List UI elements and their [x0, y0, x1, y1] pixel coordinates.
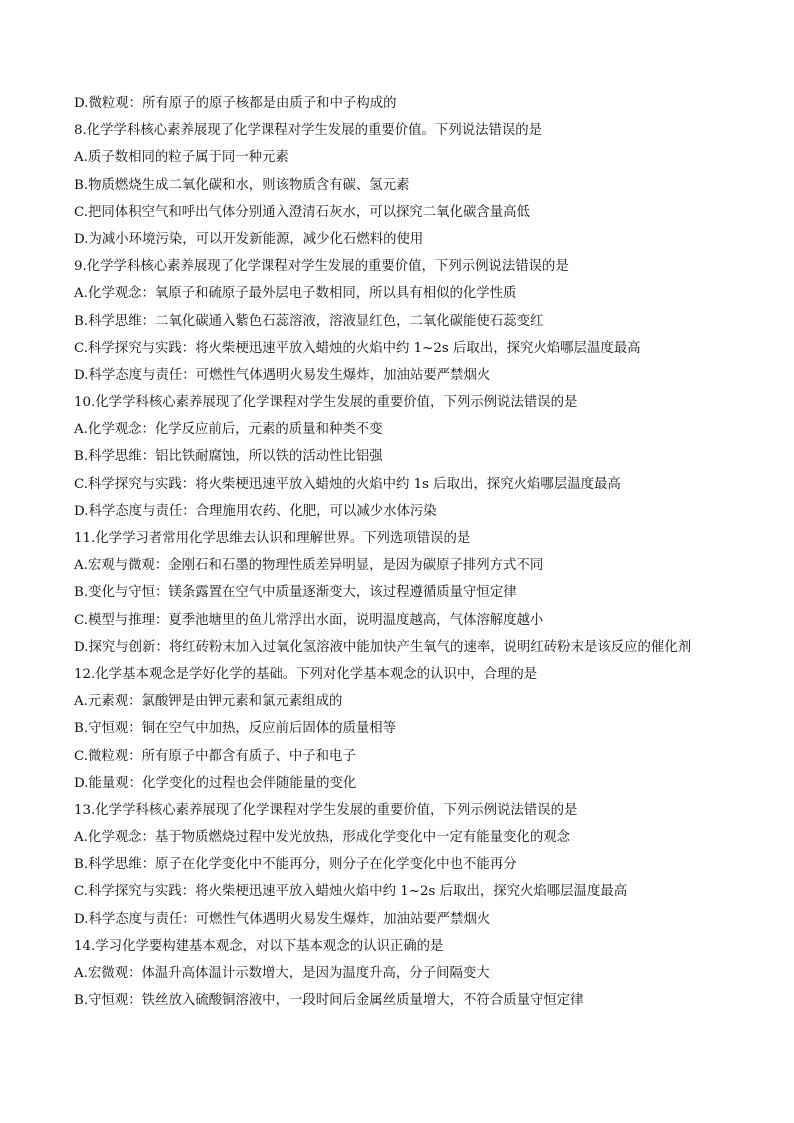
- option-line: D.微粒观：所有原子的原子核都是由质子和中子构成的: [74, 96, 397, 111]
- question-stem: 9.化学学科核心素养展现了化学课程对学生发展的重要价值，下列示例说法错误的是: [74, 259, 569, 275]
- option-line: C.科学探究与实践：将火柴梗迅速平放入蜡烛的火焰中约 1~2s 后取出，探究火焰哪层温度最高: [74, 340, 641, 356]
- option-line: D.探究与创新：将红砖粉末加入过氧化氢溶液中能加快产生氧气的速率，说明红砖粉末是该反应的催化剂: [74, 639, 692, 655]
- option-line: C.科学探究与实践：将火柴梗迅速平放入蜡烛的火焰中约 1s 后取出，探究火焰哪层温度最高: [74, 476, 621, 492]
- option-line: C.把同体积空气和呼出气体分别通入澄清石灰水，可以探究二氧化碳含量高低: [74, 204, 530, 220]
- option-line: B.科学思维：原子在化学变化中不能再分，则分子在化学变化中也不能再分: [74, 857, 517, 873]
- option-line: D.为减小环境污染，可以开发新能源，减少化石燃料的使用: [74, 231, 424, 247]
- option-line: D.能量观：化学变化的过程也会伴随能量的变化: [74, 775, 357, 791]
- option-line: C.微粒观：所有原子中都含有质子、中子和电子: [74, 748, 356, 764]
- question-stem: 12.化学基本观念是学好化学的基础。下列对化学基本观念的认识中，合理的是: [74, 666, 538, 682]
- option-line: D.科学态度与责任：可燃性气体遇明火易发生爆炸，加油站要严禁烟火: [74, 367, 491, 383]
- option-line: B.变化与守恒：镁条露置在空气中质量逐渐变大，该过程遵循质量守恒定律: [74, 585, 517, 601]
- option-line: B.科学思维：铝比铁耐腐蚀，所以铁的活动性比铝强: [74, 449, 383, 465]
- question-stem: 10.化学学科核心素养展现了化学课程对学生发展的重要价值，下列示例说法错误的是: [74, 395, 578, 411]
- question-stem: 8.化学学科核心素养展现了化学课程对学生发展的重要价值。下列说法错误的是: [74, 123, 543, 139]
- option-line: B.物质燃烧生成二氧化碳和水，则该物质含有碳、氢元素: [74, 177, 410, 193]
- document-body: [74, 90, 754, 1014]
- option-line: A.元素观：氯酸钾是由钾元素和氯元素组成的: [74, 694, 343, 710]
- option-line: A.质子数相同的粒子属于同一种元素: [74, 150, 289, 166]
- option-line: C.模型与推理：夏季池塘里的鱼儿常浮出水面，说明温度越高，气体溶解度越小: [74, 612, 544, 628]
- option-line: B.科学思维：二氧化碳通入紫色石蕊溶液，溶液显红色，二氧化碳能使石蕊变红: [74, 313, 544, 329]
- option-line: C.科学探究与实践：将火柴梗迅速平放入蜡烛火焰中约 1~2s 后取出，探究火焰哪层温度最高: [74, 884, 628, 900]
- option-line: A.化学观念：化学反应前后，元素的质量和种类不变: [74, 422, 383, 438]
- question-stem: 11.化学学习者常用化学思维去认识和理解世界。下列选项错误的是: [74, 531, 471, 546]
- option-line: B.守恒观：铜在空气中加热，反应前后固体的质量相等: [74, 721, 397, 737]
- option-line: B.守恒观：铁丝放入硫酸铜溶液中，一段时间后金属丝质量增大，不符合质量守恒定律: [74, 993, 584, 1009]
- option-line: D.科学态度与责任：合理施用农药、化肥，可以减少水体污染: [74, 503, 437, 519]
- option-line: A.化学观念：基于物质燃烧过程中发光放热，形成化学变化中一定有能量变化的观念: [74, 830, 570, 846]
- option-line: A.宏观与微观：金刚石和石墨的物理性质差异明显，是因为碳原子排列方式不同: [74, 558, 544, 574]
- question-stem: 13.化学学科核心素养展现了化学课程对学生发展的重要价值，下列示例说法错误的是: [74, 802, 578, 818]
- question-stem: 14.学习化学要构建基本观念，对以下基本观念的认识正确的是: [74, 938, 444, 954]
- option-line: A.宏微观：体温升高体温计示数增大，是因为温度升高，分子间隔变大: [74, 966, 490, 981]
- option-line: A.化学观念：氧原子和硫原子最外层电子数相同，所以具有相似的化学性质: [74, 286, 517, 302]
- option-line: D.科学态度与责任：可燃性气体遇明火易发生爆炸，加油站要严禁烟火: [74, 911, 491, 927]
